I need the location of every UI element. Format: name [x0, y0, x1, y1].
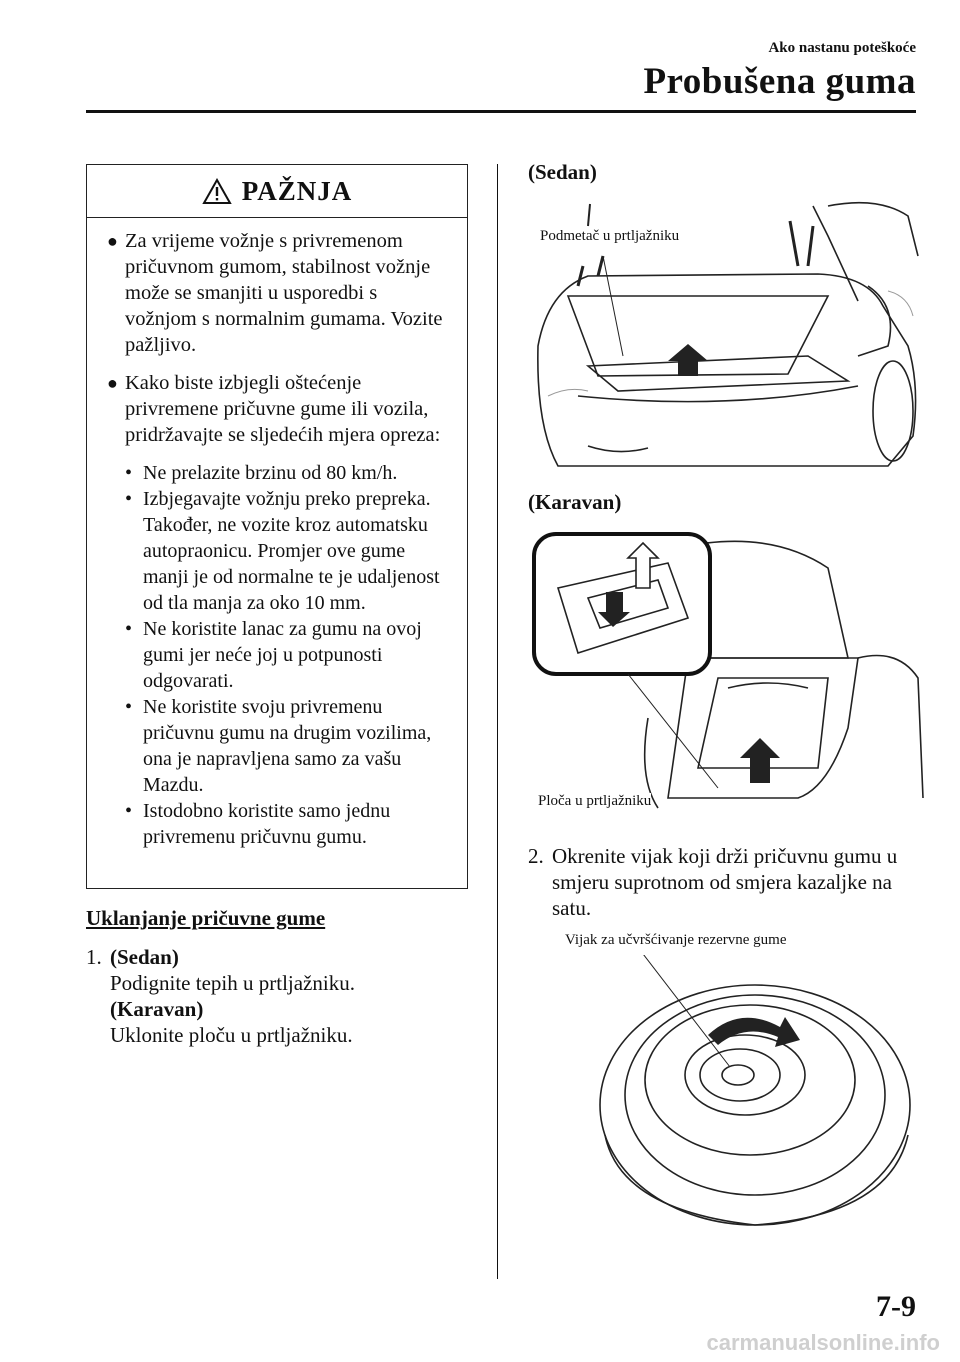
caution-sub-text: Ne koristite svoju privremenu pričuvnu gumu na drugim vozilima, ona je napravljena samo za vašu Mazdu. [143, 696, 432, 796]
step1-wagon-text: Uklonite ploču u prtljažniku. [110, 1023, 353, 1047]
caution-sub-text: Ne prelazite brzinu od 80 km/h. [143, 462, 398, 484]
bullet-dot-icon: ● [107, 373, 118, 393]
caution-sub-text: Izbjegavajte vožnju preko prepreka. Također, ne vozite kroz automatsku autopraonicu. Promjer ove gume manji je od normalne te je udaljenost od tla manja za oko 10 mm. [143, 488, 440, 614]
caution-sub-list [125, 460, 453, 850]
caution-bullet-text: Za vrijeme vožnje s privremenom pričuvnom gumom, stabilnost vožnje može se smanjiti u usporedbi s vožnjom s normalnim gumama. Vozite pažljivo. [125, 230, 443, 356]
page-title: Probušena guma [643, 61, 916, 102]
caution-bullet [107, 228, 453, 358]
sub-dot-icon: • [125, 488, 133, 510]
step-2 [528, 843, 928, 921]
warning-icon [202, 178, 232, 205]
caution-sub-item [125, 798, 453, 850]
page-number: 7-9 [876, 1290, 916, 1323]
caution-sub-text: Ne koristite lanac za gumu na ovoj gumi jer neće joj u potpunosti odgovarati. [143, 618, 422, 692]
sub-dot-icon: • [125, 800, 133, 822]
caution-bullet-text: Kako biste izbjegli oštećenje privremene pričuvne gume ili vozila, pridržavajte se sljedećih mjera opreza: [125, 372, 441, 446]
caution-sub-text: Istodobno koristite samo jednu privremenu pričuvnu gumu. [143, 800, 391, 848]
tire-callout: Vijak za učvršćivanje rezervne gume [565, 932, 787, 948]
watermark: carmanualsonline.info [706, 1330, 940, 1355]
header-section: Ako nastanu poteškoće [768, 40, 916, 56]
sub-dot-icon: • [125, 462, 133, 484]
step1-wagon-label: (Karavan) [110, 997, 204, 1021]
step1-sedan-text: Podignite tepih u prtljažniku. [110, 971, 355, 995]
step2-text: Okrenite vijak koji drži pričuvnu gumu u smjeru suprotnom od smjera kazaljke na satu. [552, 844, 898, 920]
caution-sub-item [125, 460, 453, 486]
caution-sub-item [125, 694, 453, 798]
sub-dot-icon: • [125, 618, 133, 640]
sedan-figure-label: (Sedan) [528, 160, 597, 184]
wagon-figure-label: (Karavan) [528, 490, 622, 514]
wagon-trunk-illustration [528, 528, 928, 818]
caution-bullet [107, 370, 453, 448]
sedan-callout: Podmetač u prtljažniku [540, 228, 680, 244]
caution-body [87, 218, 467, 850]
step-number: 1. [86, 945, 102, 969]
sub-dot-icon: • [125, 696, 133, 718]
step-number: 2. [528, 844, 544, 868]
caution-title: PAŽNJA [241, 175, 353, 206]
caution-header [87, 165, 467, 218]
bullet-dot-icon: ● [107, 231, 118, 251]
step1-sedan-label: (Sedan) [110, 945, 179, 969]
caution-box [86, 164, 468, 889]
spare-tire-illustration [590, 955, 920, 1235]
wagon-callout: Ploča u prtljažniku [538, 793, 652, 809]
header-rule [86, 110, 916, 113]
caution-sub-item [125, 486, 453, 616]
removal-heading: Uklanjanje pričuvne gume [86, 906, 326, 930]
step-1 [86, 944, 486, 1048]
caution-sub-item [125, 616, 453, 694]
column-divider [497, 164, 498, 1279]
